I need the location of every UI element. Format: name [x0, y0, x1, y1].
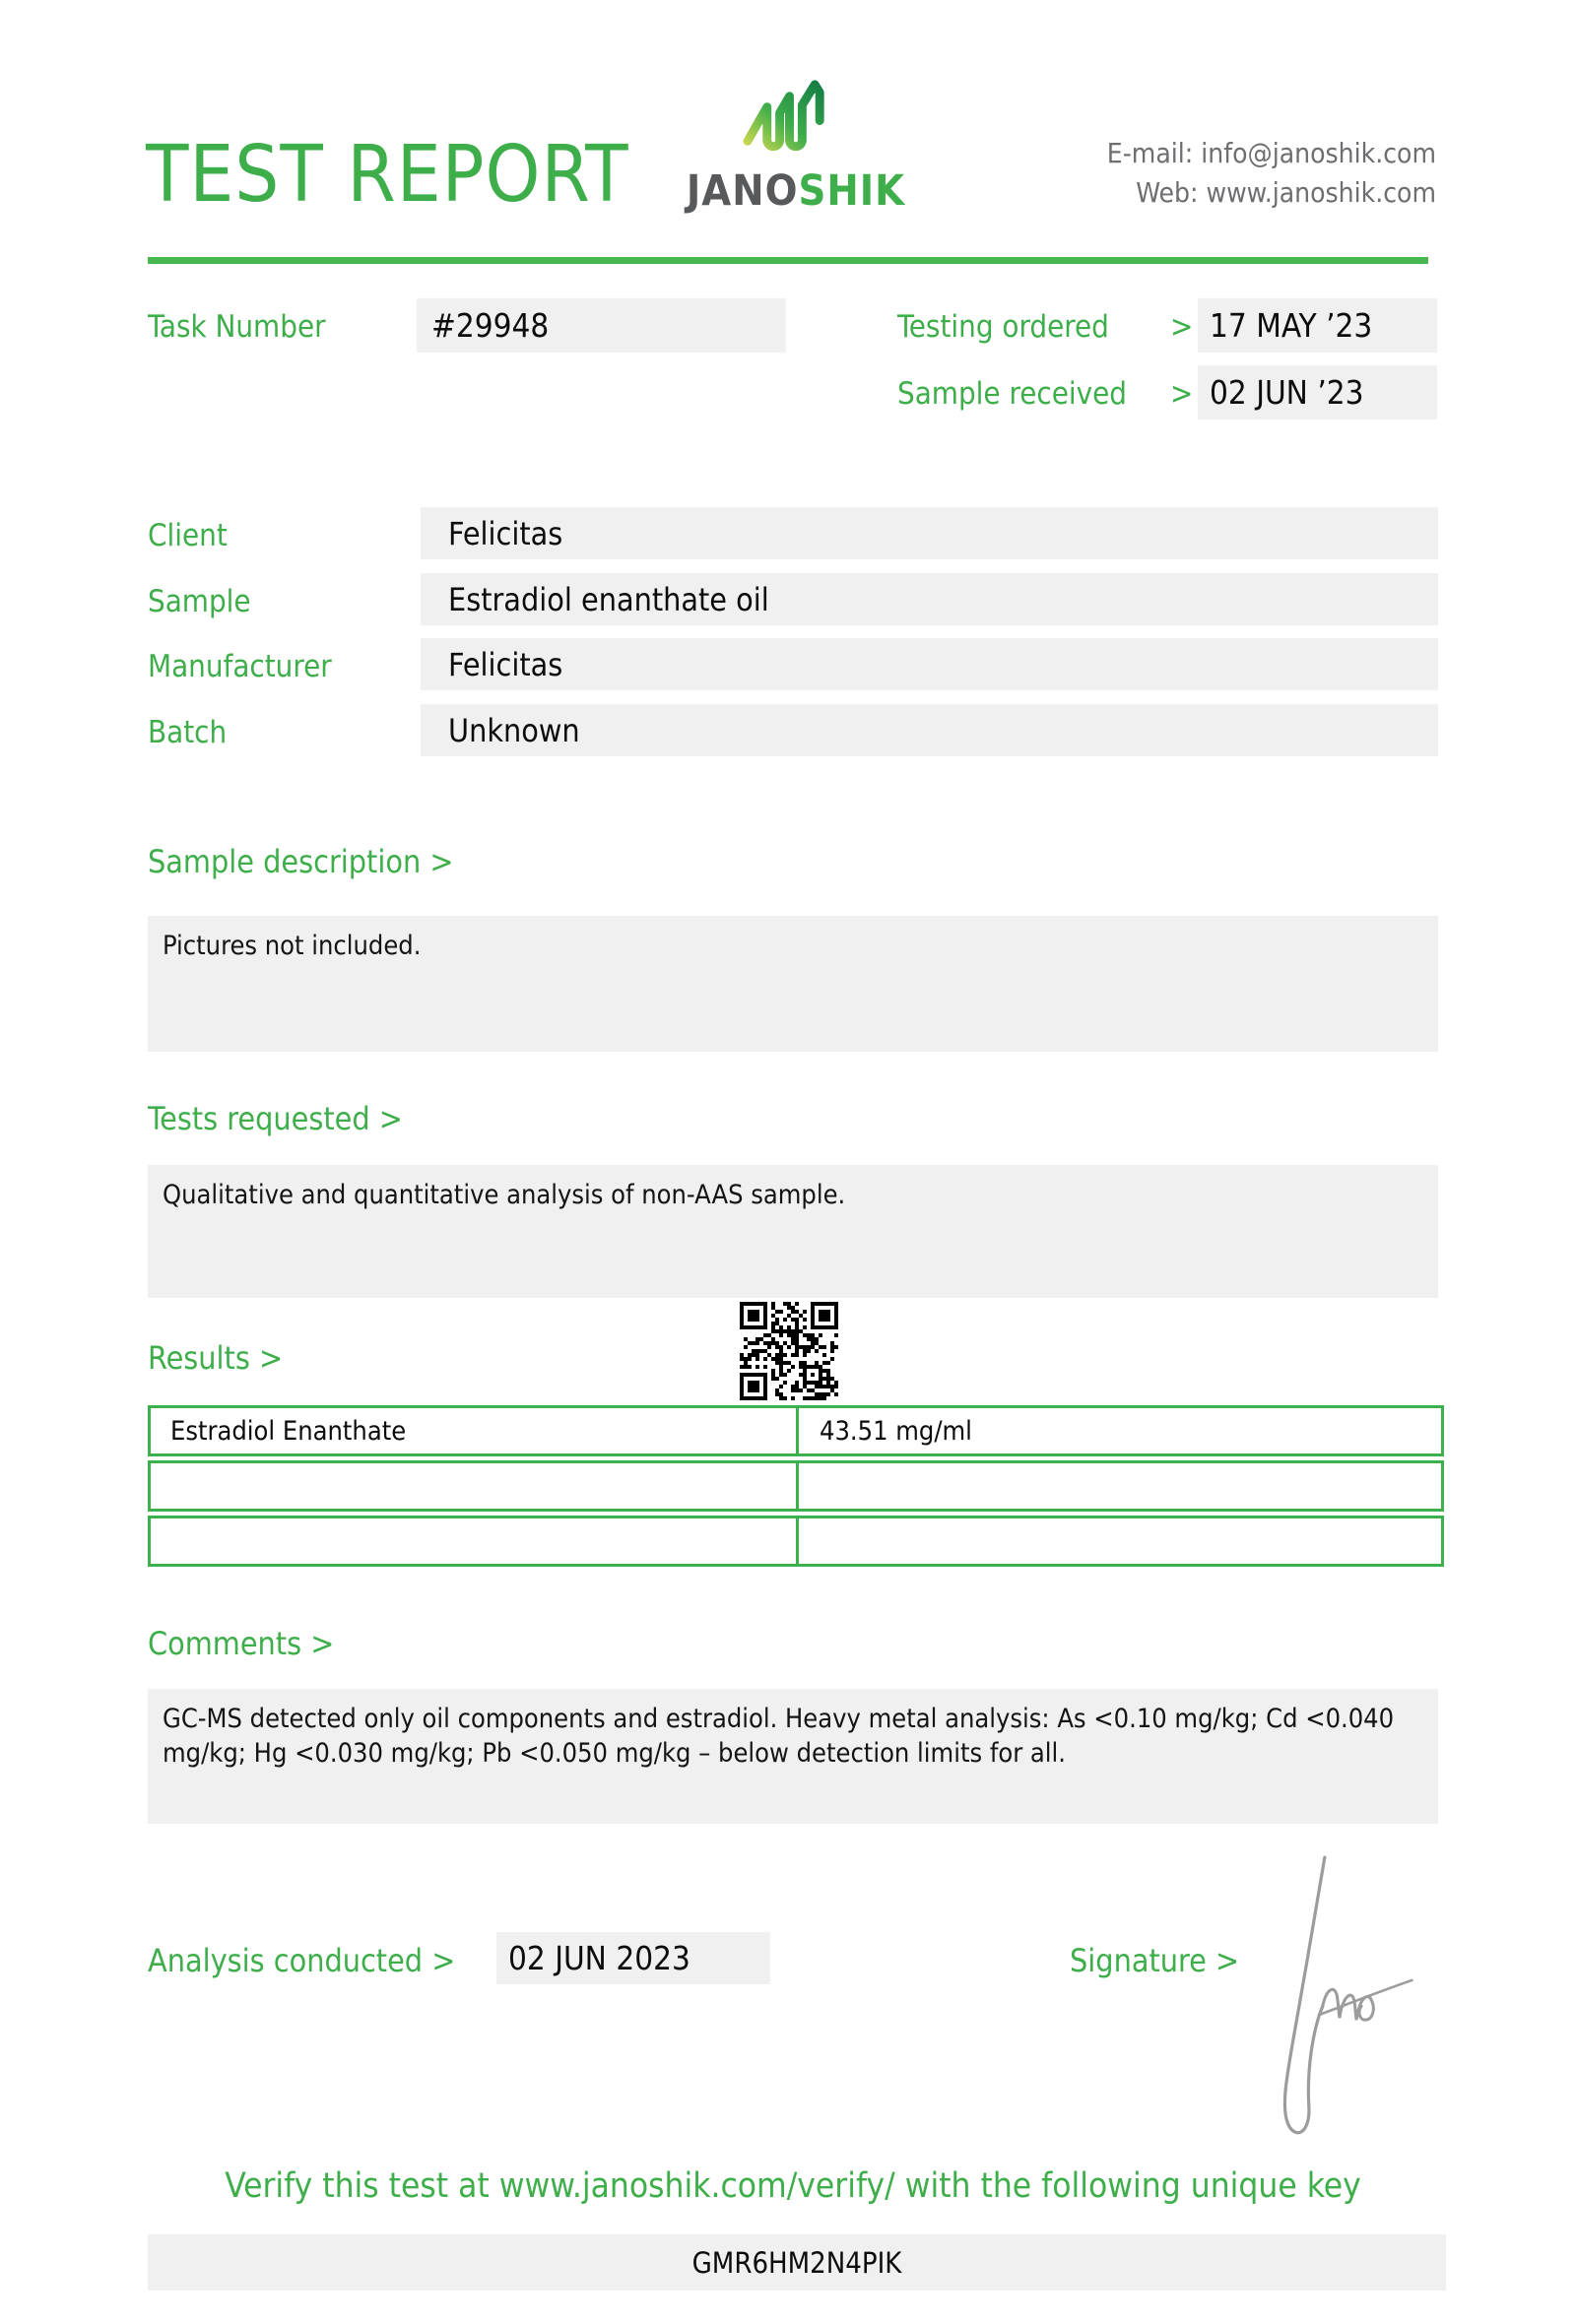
batch-text: Unknown: [448, 711, 580, 749]
testing-ordered-arrow: >: [1170, 309, 1194, 345]
sample-description-text: Pictures not included.: [163, 931, 422, 961]
sample-received-value: [1198, 365, 1437, 420]
growth-chart-icon: [743, 79, 835, 163]
sample-description-box: [148, 916, 1438, 1052]
batch-value: [421, 704, 1438, 756]
table-row: [148, 1460, 1444, 1512]
contact-block: [1107, 134, 1436, 213]
comments-text: GC-MS detected only oil components and estradiol. Heavy metal analysis: As <0.10 mg/kg; Cd <0.040 mg/kg; Hg <0.030 mg/kg; Pb <0.050 mg/kg – below detection limits for all.: [163, 1704, 1395, 1769]
client-text: Felicitas: [448, 514, 563, 552]
result-cell: 43.51 mg/ml: [820, 1415, 972, 1447]
unique-key-text: GMR6HM2N4PIK: [691, 2245, 902, 2280]
table-row: [148, 1405, 1444, 1456]
email-value: info@janoshik.com: [1201, 137, 1436, 169]
comments-box: [148, 1689, 1438, 1824]
qr-code-icon: [739, 1302, 839, 1400]
task-number-label: Task Number: [148, 309, 326, 345]
manufacturer-value: [421, 638, 1438, 690]
sample-description-heading: Sample description >: [148, 843, 454, 880]
logo-word-green: SHIK: [798, 166, 906, 216]
analyte-cell: [151, 1463, 799, 1509]
client-label: Client: [148, 518, 228, 553]
result-cell: [799, 1463, 1441, 1509]
client-value: [421, 507, 1438, 559]
logo-word-dark: JANO: [686, 166, 799, 216]
logo-wordmark: [678, 166, 914, 216]
sample-received-arrow: >: [1170, 376, 1194, 412]
email-label: E-mail:: [1106, 137, 1194, 169]
web-label: Web:: [1136, 176, 1199, 209]
tests-requested-box: [148, 1165, 1438, 1298]
analysis-conducted-value: [496, 1932, 770, 1984]
signature-label: Signature >: [1070, 1942, 1240, 1979]
manufacturer-text: Felicitas: [448, 645, 563, 683]
table-row: [148, 1516, 1444, 1567]
batch-label: Batch: [148, 715, 228, 750]
sample-label: Sample: [148, 584, 251, 619]
header-divider: [148, 257, 1428, 264]
analysis-conducted-text: 02 JUN 2023: [508, 1939, 690, 1977]
page-title: TEST REPORT: [146, 129, 629, 220]
tests-requested-heading: Tests requested >: [148, 1100, 403, 1137]
testing-ordered-value: [1198, 298, 1437, 353]
contact-email-line: [1107, 134, 1436, 173]
analyte-cell: [151, 1518, 799, 1564]
contact-web-line: [1107, 173, 1436, 213]
result-cell: [799, 1518, 1441, 1564]
unique-key-box: [148, 2234, 1446, 2291]
sample-received-label: Sample received: [897, 376, 1128, 412]
results-table: [148, 1405, 1444, 1567]
verify-instruction: Verify this test at www.janoshik.com/verify/ with the following unique key: [225, 2166, 1361, 2206]
testing-ordered-label: Testing ordered: [897, 309, 1109, 345]
web-value: www.janoshik.com: [1206, 176, 1436, 209]
sample-received-text: 02 JUN ’23: [1210, 373, 1364, 412]
manufacturer-label: Manufacturer: [148, 649, 332, 684]
analysis-conducted-label: Analysis conducted >: [148, 1942, 456, 1979]
handwritten-signature-icon: [1261, 1836, 1430, 2143]
task-number-value: [417, 298, 786, 353]
sample-value: [421, 573, 1438, 625]
testing-ordered-text: 17 MAY ’23: [1210, 306, 1373, 345]
sample-text: Estradiol enanthate oil: [448, 580, 769, 618]
tests-requested-text: Qualitative and quantitative analysis of non-AAS sample.: [163, 1180, 846, 1210]
task-number-text: #29948: [431, 306, 550, 345]
results-heading: Results >: [148, 1339, 284, 1377]
analyte-cell: Estradiol Enanthate: [151, 1408, 799, 1453]
comments-heading: Comments >: [148, 1625, 335, 1662]
